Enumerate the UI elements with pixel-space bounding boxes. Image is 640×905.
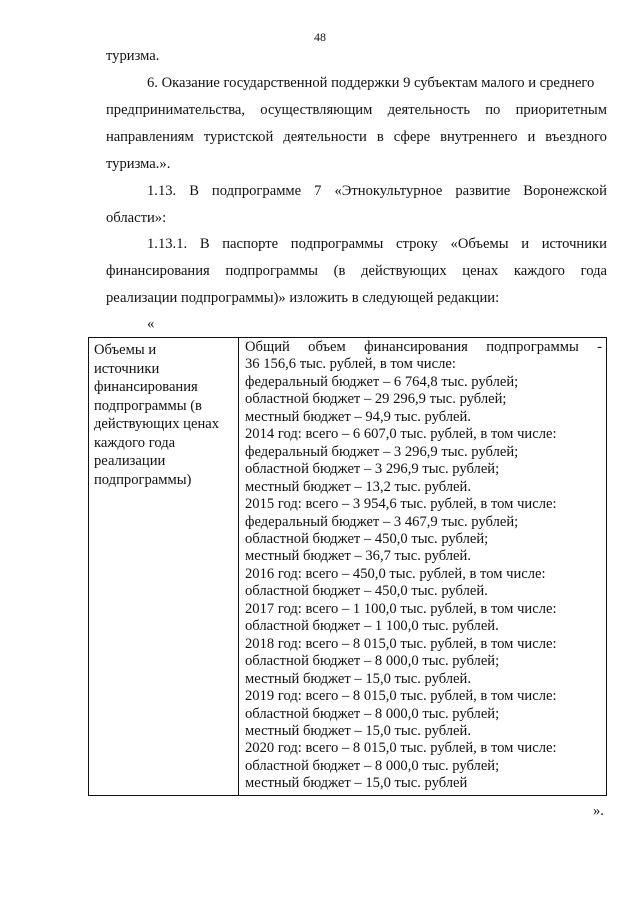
word: - [597, 339, 602, 355]
word: и [521, 236, 529, 252]
label-line: подпрограммы (в [94, 397, 202, 414]
word: подпрограмме [211, 183, 302, 199]
word: по [485, 102, 501, 118]
value-lines [245, 356, 602, 792]
value-line: федеральный бюджет – 6 764,8 тыс. рублей; [245, 373, 519, 390]
word: и [527, 129, 536, 145]
word: «Этнокультурное [334, 183, 443, 199]
justified-line [106, 101, 607, 119]
justified-line [147, 182, 607, 200]
value-line: областной бюджет – 450,0 тыс. рублей; [245, 530, 489, 547]
word: финансирования [106, 263, 210, 279]
word: В [189, 183, 199, 199]
justified-line [147, 235, 607, 253]
word: (в [333, 263, 346, 279]
word: деятельность [387, 102, 470, 118]
value-line: 2018 год: всего – 8 015,0 тыс. рублей, в том числе: [245, 635, 557, 652]
closing-quote: ». [593, 803, 604, 819]
value-line: местный бюджет – 94,9 тыс. рублей. [245, 408, 471, 425]
word: подпрограммы [290, 236, 384, 252]
value-line: 2019 год: всего – 8 015,0 тыс. рублей, в том числе: [245, 688, 557, 705]
paragraph-line: области»: [106, 210, 167, 226]
value-line: 36 156,6 тыс. рублей, в том числе: [245, 356, 456, 373]
value-line: 2017 год: всего – 1 100,0 тыс. рублей, в том числе: [245, 600, 557, 617]
paragraph-line: туризма. [106, 48, 160, 64]
word: приоритетным [515, 102, 607, 118]
word: Общий [245, 339, 290, 355]
table-row [89, 338, 607, 796]
value-line: 2020 год: всего – 8 015,0 тыс. рублей, в том числе: [245, 740, 557, 757]
value-line: местный бюджет – 15,0 тыс. рублей [245, 775, 468, 792]
value-line: 2014 год: всего – 6 607,0 тыс. рублей, в том числе: [245, 426, 557, 443]
paragraph-line: туризма.». [106, 156, 171, 172]
word: действующих [361, 263, 447, 279]
label-line: реализации [94, 453, 166, 469]
value-line: федеральный бюджет – 3 467,9 тыс. рублей; [245, 513, 519, 530]
label-line: финансирования [94, 379, 198, 395]
value-line: местный бюджет – 15,0 тыс. рублей. [245, 722, 471, 739]
word: источники [541, 236, 607, 252]
value-line: областной бюджет – 8 000,0 тыс. рублей; [245, 653, 500, 670]
word: внутреннего [440, 129, 518, 145]
justified-line [106, 128, 607, 146]
word: направлениям [106, 129, 194, 145]
justified-line [106, 262, 607, 280]
table-cell-value [239, 338, 607, 796]
word: строку [396, 236, 438, 252]
justified-line [245, 339, 602, 356]
value-line: местный бюджет – 15,0 тыс. рублей. [245, 670, 471, 687]
word: финансирования [364, 339, 468, 355]
word: въездного [545, 129, 607, 145]
word: паспорте [222, 236, 279, 252]
value-line: 2015 год: всего – 3 954,6 тыс. рублей, в том числе: [245, 496, 557, 513]
word: туристской [203, 129, 274, 145]
value-line: 2016 год: всего – 450,0 тыс. рублей, в том числе: [245, 565, 546, 582]
word: 1.13. [147, 183, 177, 199]
word: каждого [513, 263, 565, 279]
value-line: местный бюджет – 36,7 тыс. рублей. [245, 548, 471, 565]
paragraph-line: 6. Оказание государственной поддержки 9 субъектам малого и среднего [147, 75, 595, 91]
label-line: Объемы и [94, 342, 157, 358]
value-line: местный бюджет – 13,2 тыс. рублей. [245, 478, 471, 495]
label-line: действующих ценах [94, 416, 220, 432]
word: подпрограммы [225, 263, 318, 279]
value-line: областной бюджет – 29 296,9 тыс. рублей; [245, 391, 507, 408]
opening-quote: « [147, 316, 155, 332]
value-line: областной бюджет – 450,0 тыс. рублей. [245, 583, 488, 600]
label-line: подпрограммы) [94, 471, 192, 488]
word: подпрограммы [486, 339, 579, 355]
word: предпринимательства, [106, 102, 246, 118]
word: «Объемы [450, 236, 509, 252]
word: сфере [393, 129, 431, 145]
word: года [580, 263, 607, 279]
word: в [376, 129, 384, 145]
word: осуществляющим [260, 102, 373, 118]
word: В [199, 236, 210, 252]
word: 1.13.1. [147, 236, 188, 252]
paragraph-line: реализации подпрограммы)» изложить в следующей редакции: [106, 290, 500, 306]
word: объем [308, 339, 346, 355]
label-line: каждого года [94, 434, 176, 451]
word: 7 [314, 183, 322, 199]
word: развитие [455, 183, 511, 199]
value-line: областной бюджет – 8 000,0 тыс. рублей; [245, 757, 500, 774]
financing-table [88, 337, 607, 796]
table-cell-label [89, 338, 239, 796]
value-line: областной бюджет – 1 100,0 тыс. рублей. [245, 618, 499, 635]
label-line: источники [94, 360, 160, 377]
value-line: областной бюджет – 3 296,9 тыс. рублей; [245, 461, 500, 478]
word: Воронежской [523, 183, 607, 199]
page-number: 48 [314, 30, 326, 44]
value-line: федеральный бюджет – 3 296,9 тыс. рублей; [245, 443, 519, 460]
word: деятельности [283, 129, 367, 145]
value-line: областной бюджет – 8 000,0 тыс. рублей; [245, 705, 500, 722]
word: ценах [462, 263, 499, 279]
